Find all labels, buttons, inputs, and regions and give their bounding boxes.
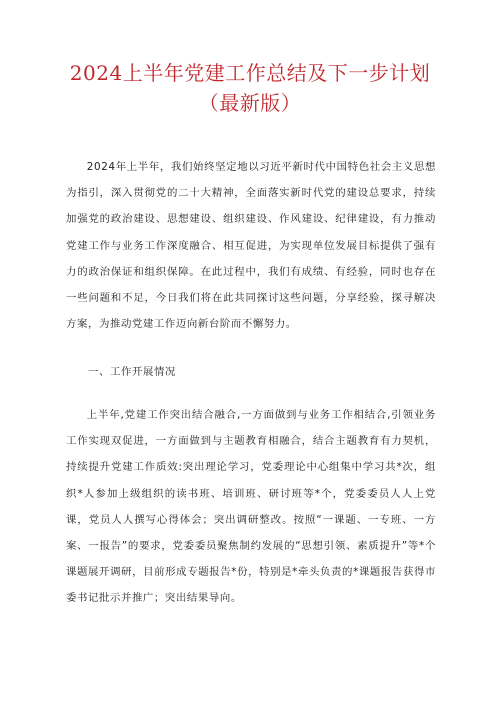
work-progress-paragraph: 上半年,党建工作突出结合融合,一方面做到与业务工作相结合,引领业务工作实现双促进，一方面做到与主题教育相融合，结合主题教育有力契机，持续提升党建工作质效:突出理论学习，党委理论中心组集中学习共*次，组织*人参加上级组织的读书班、培训班、研讨班等*个，党委委员人人上党课，党员人人撰写心得体会；突出调研整改。按照“一课题、一专班、一方案、一报告”的要求，党委委员聚焦制约发展的“思想引领、素质提升”等*个课题展开调研，目前形成专题报告*份，特别是*牵头负责的*课题报告获得市委书记批示并推广；突出结果导向。 [66,409,436,605]
section-heading: 一、工作开展情况 [88,366,176,378]
document-title: 2024上半年党建工作总结及下一步计划（最新版） [69,61,431,115]
intro-paragraph: 2024年上半年，我们始终坚定地以习近平新时代中国特色社会主义思想为指引，深入贯彻党的二十大精神，全面落实新时代党的建设总要求，持续加强党的政治建设、思想建设、组织建设、作风建设、纪律建设，有力推动党建工作与业务工作深度融合、相互促进，为实现单位发展目标提供了强有力的政治保证和组织保障。在此过程中，我们有成绩、有经验，同时也存在一些问题和不足，今日我们将在此共同探讨这些问题，分享经验，探寻解决方案，为推动党建工作迈向新台阶而不懈努力。 [66,161,436,331]
